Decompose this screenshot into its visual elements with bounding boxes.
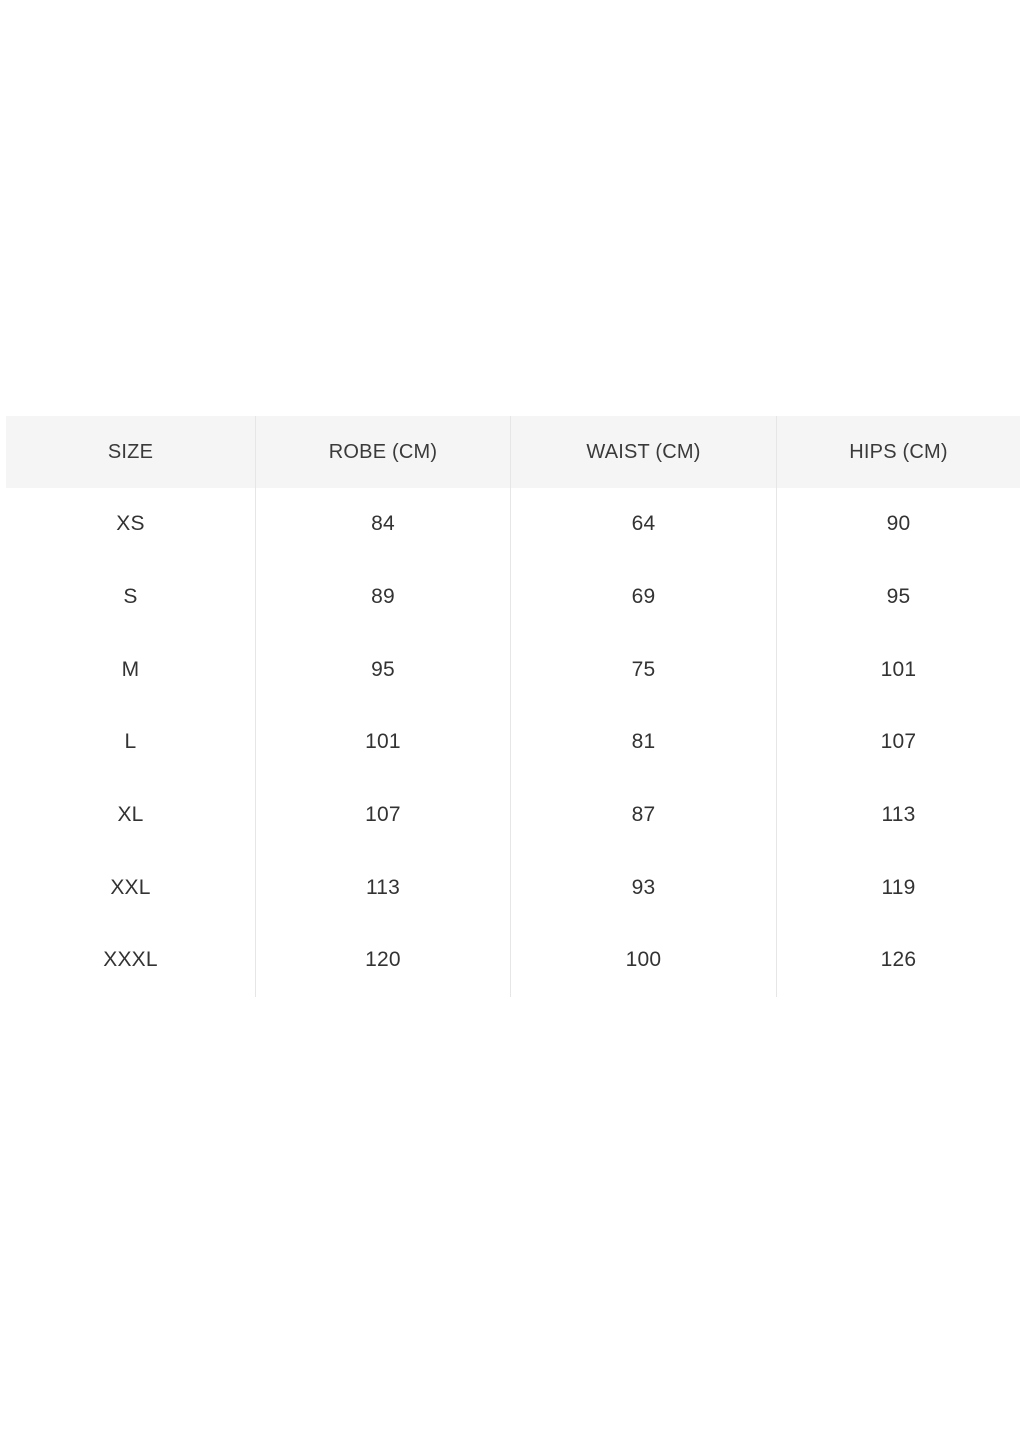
size-cell: XS: [116, 512, 145, 536]
robe-cell: 113: [255, 851, 510, 924]
header-waist: WAIST (CM): [510, 416, 776, 488]
hips-cell: 95: [776, 561, 1020, 634]
robe-cell: 95: [255, 633, 510, 706]
hips-cell: 107: [776, 706, 1020, 779]
hips-cell: 113: [776, 779, 1020, 852]
size-cell: XXXL: [103, 948, 158, 972]
hips-cell: 126: [776, 924, 1020, 997]
size-chart-table: [6, 416, 1020, 997]
robe-cell: 89: [255, 561, 510, 634]
table-header-row: [6, 416, 1020, 488]
robe-cell: 120: [255, 924, 510, 997]
table-row: [6, 561, 1020, 634]
table-row: [6, 851, 1020, 924]
table-row: [6, 633, 1020, 706]
table-row: [6, 779, 1020, 852]
hips-cell: 90: [776, 488, 1020, 561]
size-cell: XXL: [110, 875, 151, 899]
table-row: [6, 706, 1020, 779]
waist-cell: 75: [510, 633, 776, 706]
header-size: SIZE: [107, 440, 154, 463]
waist-cell: 87: [510, 779, 776, 852]
size-cell: L: [124, 730, 137, 754]
waist-cell: 93: [510, 851, 776, 924]
robe-cell: 101: [255, 706, 510, 779]
waist-cell: 64: [510, 488, 776, 561]
hips-cell: 101: [776, 633, 1020, 706]
header-hips: HIPS (CM): [776, 416, 1020, 488]
size-cell: XL: [117, 803, 144, 827]
table-row: [6, 488, 1020, 561]
header-robe: ROBE (CM): [255, 416, 510, 488]
robe-cell: 107: [255, 779, 510, 852]
size-cell: M: [121, 657, 140, 681]
waist-cell: 81: [510, 706, 776, 779]
waist-cell: 100: [510, 924, 776, 997]
hips-cell: 119: [776, 851, 1020, 924]
table-row: [6, 924, 1020, 997]
robe-cell: 84: [255, 488, 510, 561]
waist-cell: 69: [510, 561, 776, 634]
size-cell: S: [123, 585, 138, 609]
